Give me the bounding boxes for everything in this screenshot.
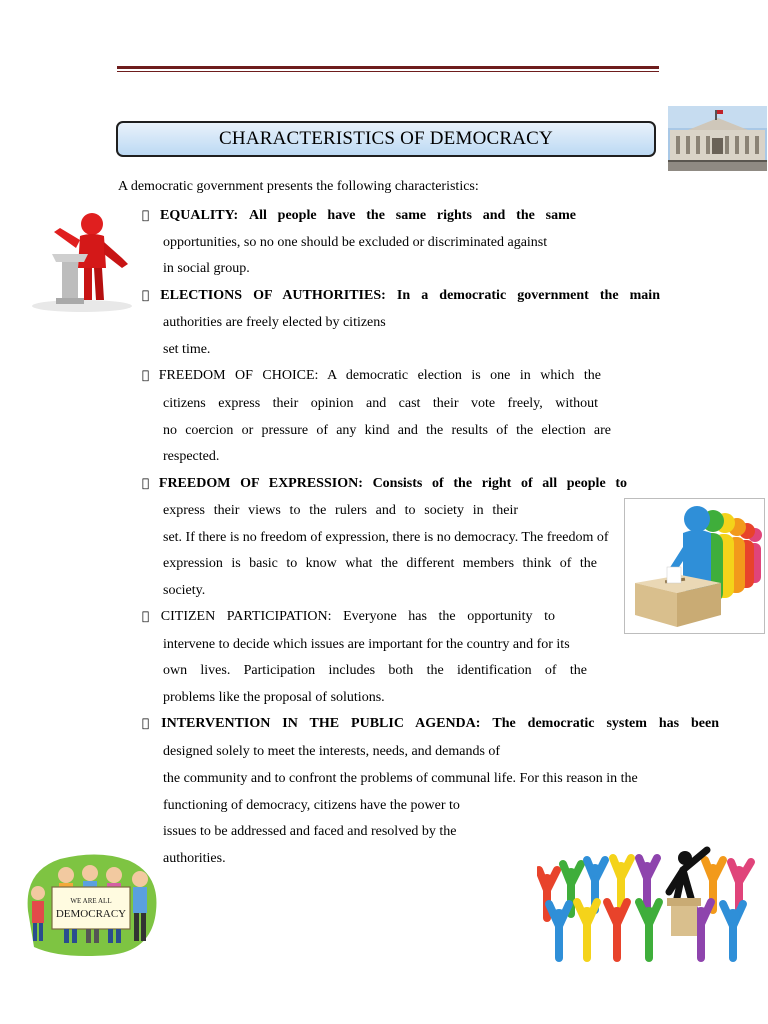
item-line: express their views to the rulers and to society in their (163, 503, 518, 518)
bullet-icon (142, 208, 149, 222)
crowd-leader-image (537, 840, 759, 962)
item-line: designed solely to meet the interests, needs, and demands of (163, 744, 501, 759)
item-choice-line-1 (142, 367, 601, 384)
item-equality-line-1 (142, 207, 576, 224)
item-line: functioning of democracy, citizens have the power to (163, 798, 460, 813)
item-line: issues to be addressed and faced and resolved by the (163, 824, 457, 839)
item-agenda-line-1 (142, 715, 719, 732)
item-text: In a democratic government the main (385, 288, 660, 303)
we-are-all-democracy-image (20, 851, 160, 959)
item-text: Everyone has the opportunity to (330, 609, 555, 624)
intro-text: A democratic government presents the following characteristics: (118, 179, 479, 194)
header-rule-thin (117, 71, 659, 72)
item-line: set. If there is no freedom of expression, there is no democracy. The freedom of (163, 530, 609, 545)
item-heading: INTERVENTION IN THE PUBLIC AGENDA: (142, 716, 470, 731)
item-participation-line-1 (142, 608, 555, 625)
item-line: intervene to decide which issues are important for the country and for its (163, 637, 570, 652)
item-heading: EQUALITY: (142, 208, 221, 223)
item-heading: ELECTIONS OF AUTHORITIES: (142, 288, 373, 303)
item-line: authorities are freely elected by citizens (163, 315, 386, 330)
item-text: A democratic election is one in which the (315, 368, 602, 383)
item-line: own lives. Participation includes both the identification of the (163, 663, 587, 678)
item-line: citizens express their opinion and cast their vote freely, without (163, 396, 598, 411)
item-line: in social group. (163, 261, 250, 276)
item-text: All people have the same rights and the same (232, 208, 577, 223)
item-expression-line-1 (142, 475, 627, 492)
government-palace-image (668, 106, 767, 171)
item-line: respected. (163, 449, 220, 464)
item-heading: FREEDOM OF CHOICE: (142, 368, 306, 383)
item-line: expression is basic to know what the different members think of the (163, 556, 597, 571)
bullet-icon (142, 609, 149, 623)
item-text: The democratic system has been (483, 716, 720, 731)
page-title-box (116, 121, 656, 157)
item-text: Consists of the right of all people to (360, 476, 627, 491)
item-line: authorities. (163, 851, 226, 866)
bullet-icon (142, 368, 149, 382)
item-line: set time. (163, 342, 211, 357)
item-elections-line-1 (142, 287, 660, 304)
sign-line-1: WE ARE ALL (70, 897, 112, 905)
item-line: no coercion or pressure of any kind and the results of the election are (163, 423, 611, 438)
item-line: society. (163, 583, 206, 598)
bullet-icon (142, 288, 149, 302)
ballot-box-voters-image (625, 499, 764, 633)
item-heading: CITIZEN PARTICIPATION: (142, 609, 316, 624)
speaker-podium-image (22, 206, 138, 316)
item-heading: FREEDOM OF EXPRESSION: (142, 476, 350, 491)
bullet-icon (142, 716, 149, 730)
header-rule (117, 66, 659, 69)
voting-image-frame (624, 498, 765, 634)
item-line: problems like the proposal of solutions. (163, 690, 385, 705)
item-line: the community and to confront the problems of communal life. For this reason in the (163, 771, 638, 786)
bullet-icon (142, 476, 149, 490)
item-line: opportunities, so no one should be excluded or discriminated against (163, 235, 548, 250)
sign-line-2: DEMOCRACY (55, 908, 127, 920)
page-title: CHARACTERISTICS OF DEMOCRACY (219, 128, 553, 149)
